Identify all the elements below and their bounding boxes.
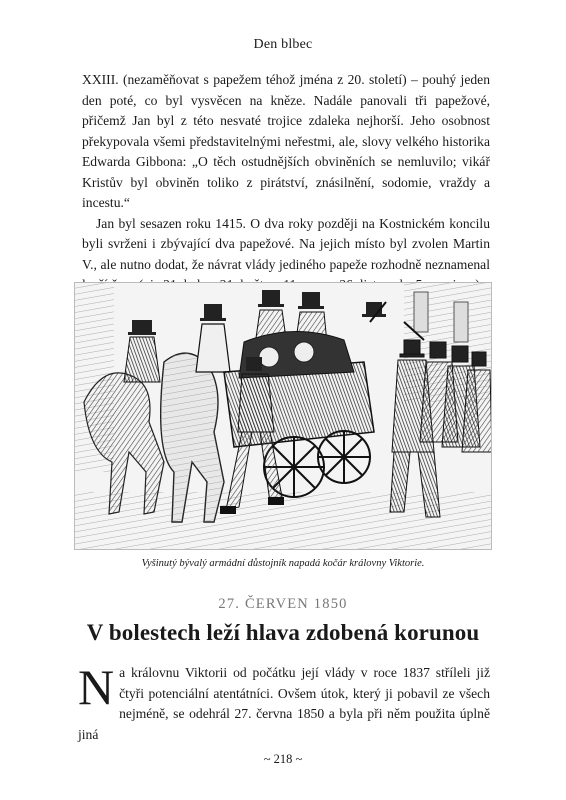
engraving-illustration bbox=[74, 282, 492, 550]
drop-cap: N bbox=[78, 659, 115, 715]
chapter-date: 27. ČERVEN 1850 bbox=[218, 596, 348, 612]
paragraph: XXIII. (nezaměňovat s papežem téhož jména z 20. století) – pouhý jeden den poté, co byl vysvěcen na kněze. Nadále panovali tři papežové, přičemž Jan byl z této nesvaté trojice zdaleka nejhorší. Jeho osobnost překypovala všemi představitelnými neřestmi, ale, slovy velkého historika Edwarda Gibbona: „O těch ostudnějších obviněních se nemluvilo; vikář Kristův byl obviněn toliko z pirátství, znásilnění, sodomie, vraždy a incestu.“ bbox=[82, 72, 490, 210]
figure-caption: Vyšinutý bývalý armádní důstojník napadá kočár královny Viktorie. bbox=[141, 558, 425, 569]
chapter-title: V bolestech leží hlava zdobená korunou bbox=[86, 620, 480, 645]
paragraph: Jan byl sesazen roku 1415. O dva roky později na Kostnickém koncilu byli svrženi i zbývající dva papežové. Na jejich místo byl zvolen Martin V., ale nutno dodat, že návrat vlády jediného papeže rozhodně neznamenal bbox=[82, 215, 490, 272]
running-head: Den blbec bbox=[253, 37, 313, 52]
page-number: ~ 218 ~ bbox=[263, 752, 303, 766]
chapter-body bbox=[78, 659, 490, 745]
body-text bbox=[82, 70, 490, 296]
chapter-body-text: a královnu Viktorii od počátku její vlády v roce 1837 stříleli již čtyři potenciální atentátníci. Ovšem útok, který ji pobavil ze všech nejméně, se odehrál 27. června 1850 a byla při něm použita úplně jiná bbox=[78, 665, 490, 742]
